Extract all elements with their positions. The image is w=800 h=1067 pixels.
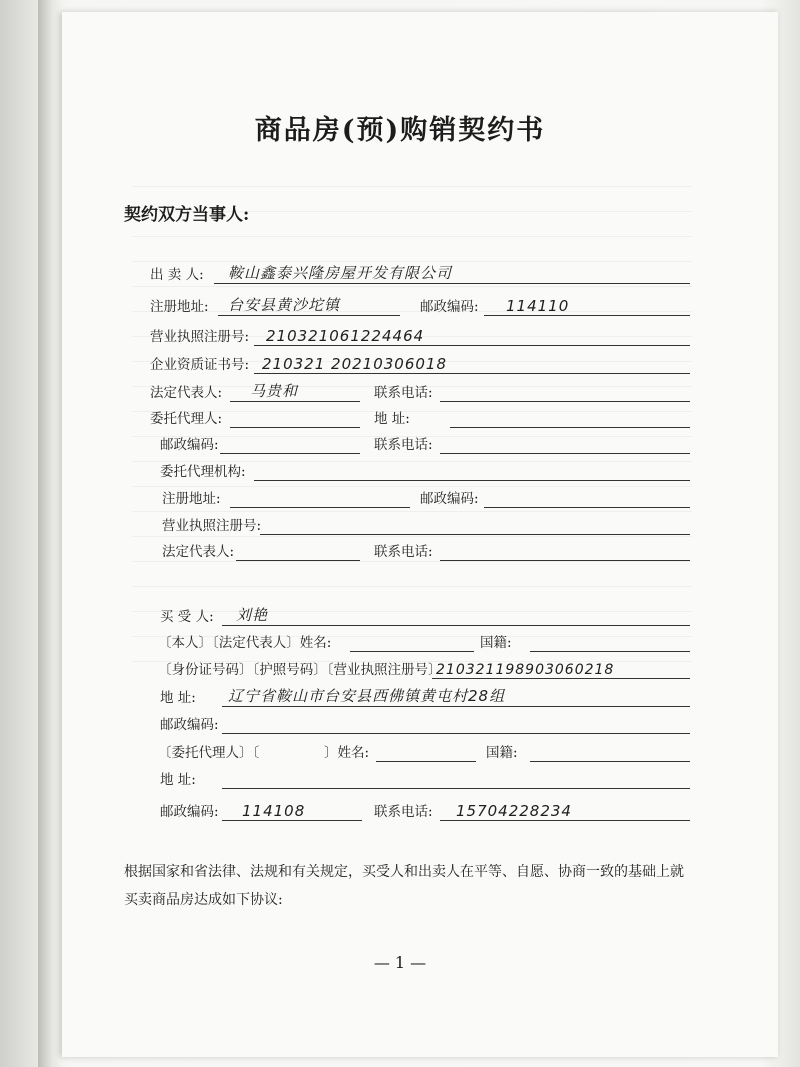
buyer-person-label: 〔本人〕〔法定代表人〕姓名: [158,635,332,651]
buyer-agent-address-row [150,767,690,791]
seller-address-value: 台安县黄沙坨镇 [228,296,341,314]
seller-qualification-value: 210321 20210306018 [262,355,448,373]
seller-postcode-value: 114110 [506,297,570,315]
agency-legal-rep-line [236,542,360,561]
seller-postcode-label: 邮政编码: [420,299,479,315]
seller-address-label: 注册地址: [150,299,209,315]
seller-agent-postcode-row [150,432,690,456]
agency-postcode-label: 邮政编码: [420,491,479,507]
page-number: — 1 — [373,953,427,972]
seller-license-row [150,324,690,348]
buyer-agent-postcode-value: 114108 [242,802,306,820]
buyer-id-value: 210321198903060218 [436,662,615,678]
buyer-agent-address-label: 地 址: [160,772,196,788]
seller-agent-phone-line [440,435,690,454]
page-title: 商品房(预)购销契约书 [254,115,546,146]
buyer-agent-line [376,743,476,762]
seller-agency-line [254,462,690,481]
seller-agent-postcode-line [220,435,360,454]
buyer-agent-phone-value: 15704228234 [456,802,572,820]
agreement-paragraph: 根据国家和省法律、法规和有关规定，买受人和出卖人在平等、自愿、协商一致的基础上就买卖商品房达成如下协议: [124,864,684,908]
agency-legal-rep-row [150,539,690,563]
buyer-agent-row [150,740,690,764]
seller-legal-rep-value: 马贵和 [250,382,299,400]
seller-agent-phone-label: 联系电话: [374,437,433,453]
seller-license-value: 210321061224464 [266,327,425,345]
seller-address-row [150,294,690,318]
binding-spine [38,0,62,1067]
seller-agency-label: 委托代理机构: [160,464,246,480]
buyer-name-value: 刘艳 [236,606,269,624]
buyer-name-row [150,604,690,628]
buyer-agent-label: 〔委托代理人〕〔 [158,745,260,761]
seller-qualification-label: 企业资质证书号: [150,357,250,373]
buyer-postcode-label: 邮政编码: [160,717,219,733]
seller-name-row [150,262,690,286]
seller-agent-address-line [450,409,690,428]
seller-agent-postcode-label: 邮政编码: [160,437,219,453]
buyer-postcode-line [222,715,690,734]
seller-legal-rep-label: 法定代表人: [150,385,223,401]
seller-agency-row [150,459,690,483]
buyer-agent-postcode-label: 邮政编码: [160,804,219,820]
seller-qualification-row [150,352,690,376]
buyer-address-value: 辽宁省鞍山市台安县西佛镇黄屯村28组 [228,687,506,705]
buyer-address-label: 地 址: [160,690,196,706]
agency-phone-line [440,542,690,561]
buyer-nationality-line [530,633,690,652]
buyer-person-row [150,630,690,654]
buyer-agent-address-line [222,770,690,789]
buyer-person-line [350,633,474,652]
buyer-name-label: 买 受 人: [160,609,214,625]
seller-agent-label: 委托代理人: [150,411,223,427]
seller-legal-rep-row [150,380,690,404]
buyer-id-label: 〔身份证号码〕〔护照号码〕〔营业执照注册号〕 [158,662,442,678]
agency-address-row [150,486,690,510]
agency-address-line [230,489,410,508]
buyer-postcode-row [150,712,690,736]
agency-legal-rep-label: 法定代表人: [162,544,235,560]
parties-heading: 契约双方当事人: [124,205,250,225]
agency-license-row [150,513,690,537]
buyer-nationality-label: 国籍: [480,635,512,651]
seller-name-label: 出 卖 人: [150,267,204,283]
buyer-agent-nationality-label: 国籍: [486,745,518,761]
seller-phone-line [440,383,690,402]
agency-postcode-line [484,489,690,508]
buyer-agent-phone-label: 联系电话: [374,804,433,820]
agency-address-label: 注册地址: [162,491,221,507]
agency-license-line [260,516,690,535]
buyer-agent-close: 〕姓名: [324,745,370,761]
buyer-name-line [222,607,690,626]
seller-agent-row [150,406,690,430]
seller-name-value: 鞍山鑫泰兴隆房屋开发有限公司 [228,264,453,282]
seller-agent-line [230,409,360,428]
buyer-agent-postcode-row [150,799,690,823]
seller-phone-label: 联系电话: [374,385,433,401]
buyer-id-row [150,657,690,681]
buyer-agent-nationality-line [530,743,690,762]
agency-phone-label: 联系电话: [374,544,433,560]
agency-license-label: 营业执照注册号: [162,518,262,534]
seller-agent-address-label: 地 址: [374,411,410,427]
seller-license-label: 营业执照注册号: [150,329,250,345]
buyer-address-row [150,685,690,709]
